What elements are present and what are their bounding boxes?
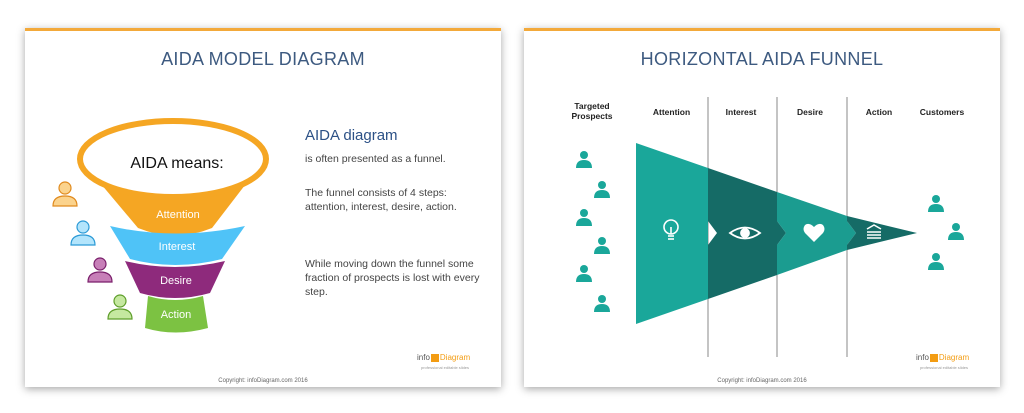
prospect-people <box>576 151 610 312</box>
stage-label-desire: Desire <box>160 275 192 287</box>
person-icon-orange <box>53 182 77 206</box>
person-icon-purple <box>88 258 112 282</box>
slide-aida-model <box>25 28 501 387</box>
copyright-text: Copyright: infoDiagram.com 2016 <box>218 378 308 384</box>
person-icon <box>576 209 592 226</box>
stage-label-attention: Attention <box>156 209 200 221</box>
funnel-segment-action <box>847 216 917 250</box>
slide-title: AIDA MODEL DIAGRAM <box>161 49 365 69</box>
slide-horizontal-funnel <box>524 28 1000 387</box>
column-header-attention: Attention <box>652 107 691 117</box>
paragraph-3: While moving down the funnel some fraction of prospects is lost with every step. <box>305 258 480 298</box>
column-header-desire: Desire <box>797 107 823 117</box>
person-icon <box>928 253 944 270</box>
person-icon <box>594 295 610 312</box>
person-icon <box>948 223 964 240</box>
column-header-interest: Interest <box>725 107 757 117</box>
customer-people <box>928 195 964 270</box>
stage-label-action: Action <box>160 309 192 321</box>
person-icon <box>594 181 610 198</box>
paragraph-1: is often presented as a funnel. <box>305 153 446 165</box>
slide-title: HORIZONTAL AIDA FUNNEL <box>640 49 884 69</box>
person-icon-blue <box>71 221 95 245</box>
person-icon <box>594 237 610 254</box>
column-header-targeted-prospects: Targeted Prospects <box>571 101 613 121</box>
person-icon <box>576 151 592 168</box>
person-icon <box>576 265 592 282</box>
person-icon <box>928 195 944 212</box>
copyright-text: Copyright: infoDiagram.com 2016 <box>717 378 807 384</box>
stage-label-interest: Interest <box>158 241 196 253</box>
funnel-heading: AIDA means: <box>130 155 224 172</box>
person-icon-green <box>108 295 132 319</box>
infodiagram-logo: info Diagram professional editable slides <box>916 353 970 370</box>
horizontal-funnel-graphic <box>524 31 1000 387</box>
infodiagram-logo: info Diagram professional editable slides <box>417 353 471 370</box>
column-header-action: Action <box>865 107 893 117</box>
content-heading: AIDA diagram <box>305 127 398 144</box>
column-header-customers: Customers <box>919 107 965 117</box>
paragraph-2: The funnel consists of 4 steps: attention, interest, desire, action. <box>305 187 457 213</box>
